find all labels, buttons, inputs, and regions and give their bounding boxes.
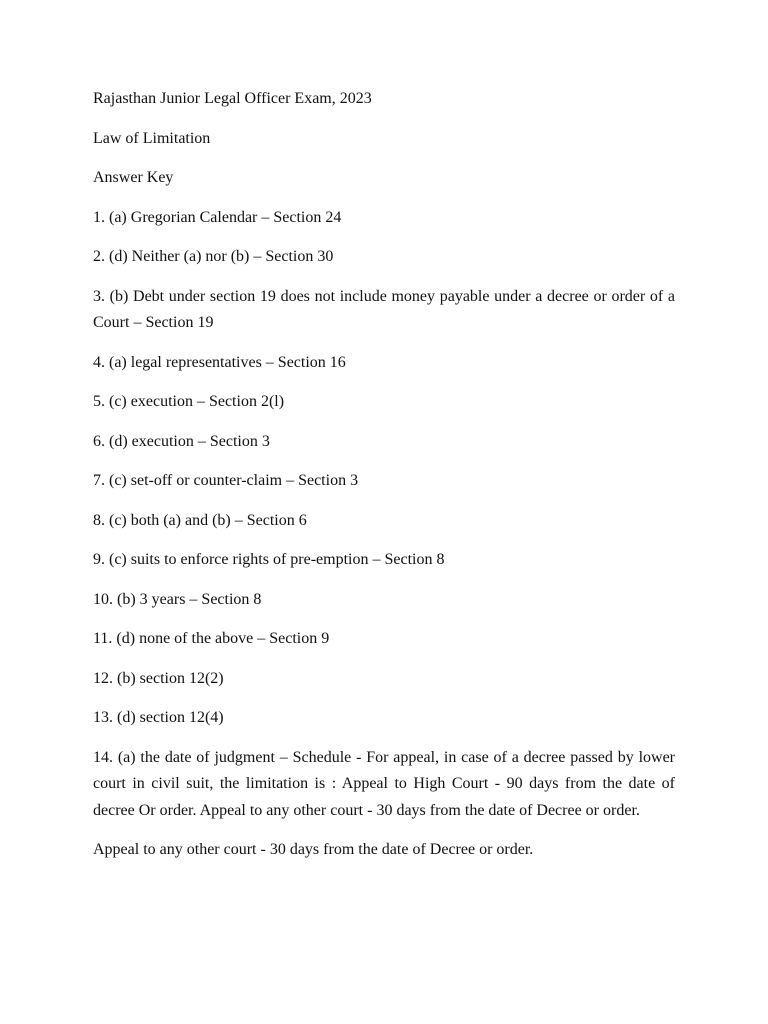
answer-item-14: 14. (a) the date of judgment – Schedule - For appeal, in case of a decree passed by lower court in civil suit, the limitation is : Appeal to High Court - 90 days from the date of decree Or order. Appeal to any other court - 30 days from the date of Decree or order. xyxy=(93,748,675,819)
answer-item-9: 9. (c) suits to enforce rights of pre-emption – Section 8 xyxy=(93,551,445,568)
document-body xyxy=(93,86,675,877)
answer-item-7: 7. (c) set-off or counter-claim – Section 3 xyxy=(93,472,359,489)
answer-item-3: 3. (b) Debt under section 19 does not include money payable under a decree or order of a Court – Section 19 xyxy=(93,287,675,331)
answer-item-1: 1. (a) Gregorian Calendar – Section 24 xyxy=(93,208,342,226)
answer-item-4: 4. (a) legal representatives – Section 16 xyxy=(93,353,346,371)
answer-item-10: 10. (b) 3 years – Section 8 xyxy=(93,590,262,608)
answer-item-8: 8. (c) both (a) and (b) – Section 6 xyxy=(93,511,307,529)
answer-item-2: 2. (d) Neither (a) nor (b) – Section 30 xyxy=(93,248,334,265)
answer-item-6: 6. (d) execution – Section 3 xyxy=(93,432,270,450)
closing-note: Appeal to any other court - 30 days from the date of Decree or order. xyxy=(93,841,534,858)
answer-item-11: 11. (d) none of the above – Section 9 xyxy=(93,630,330,647)
document-subject: Law of Limitation xyxy=(93,129,211,147)
answer-key-heading: Answer Key xyxy=(93,169,174,186)
answer-item-5: 5. (c) execution – Section 2(l) xyxy=(93,393,285,410)
answer-item-12: 12. (b) section 12(2) xyxy=(93,669,224,687)
answer-item-13: 13. (d) section 12(4) xyxy=(93,709,224,726)
document-title: Rajasthan Junior Legal Officer Exam, 2023 xyxy=(93,90,372,107)
